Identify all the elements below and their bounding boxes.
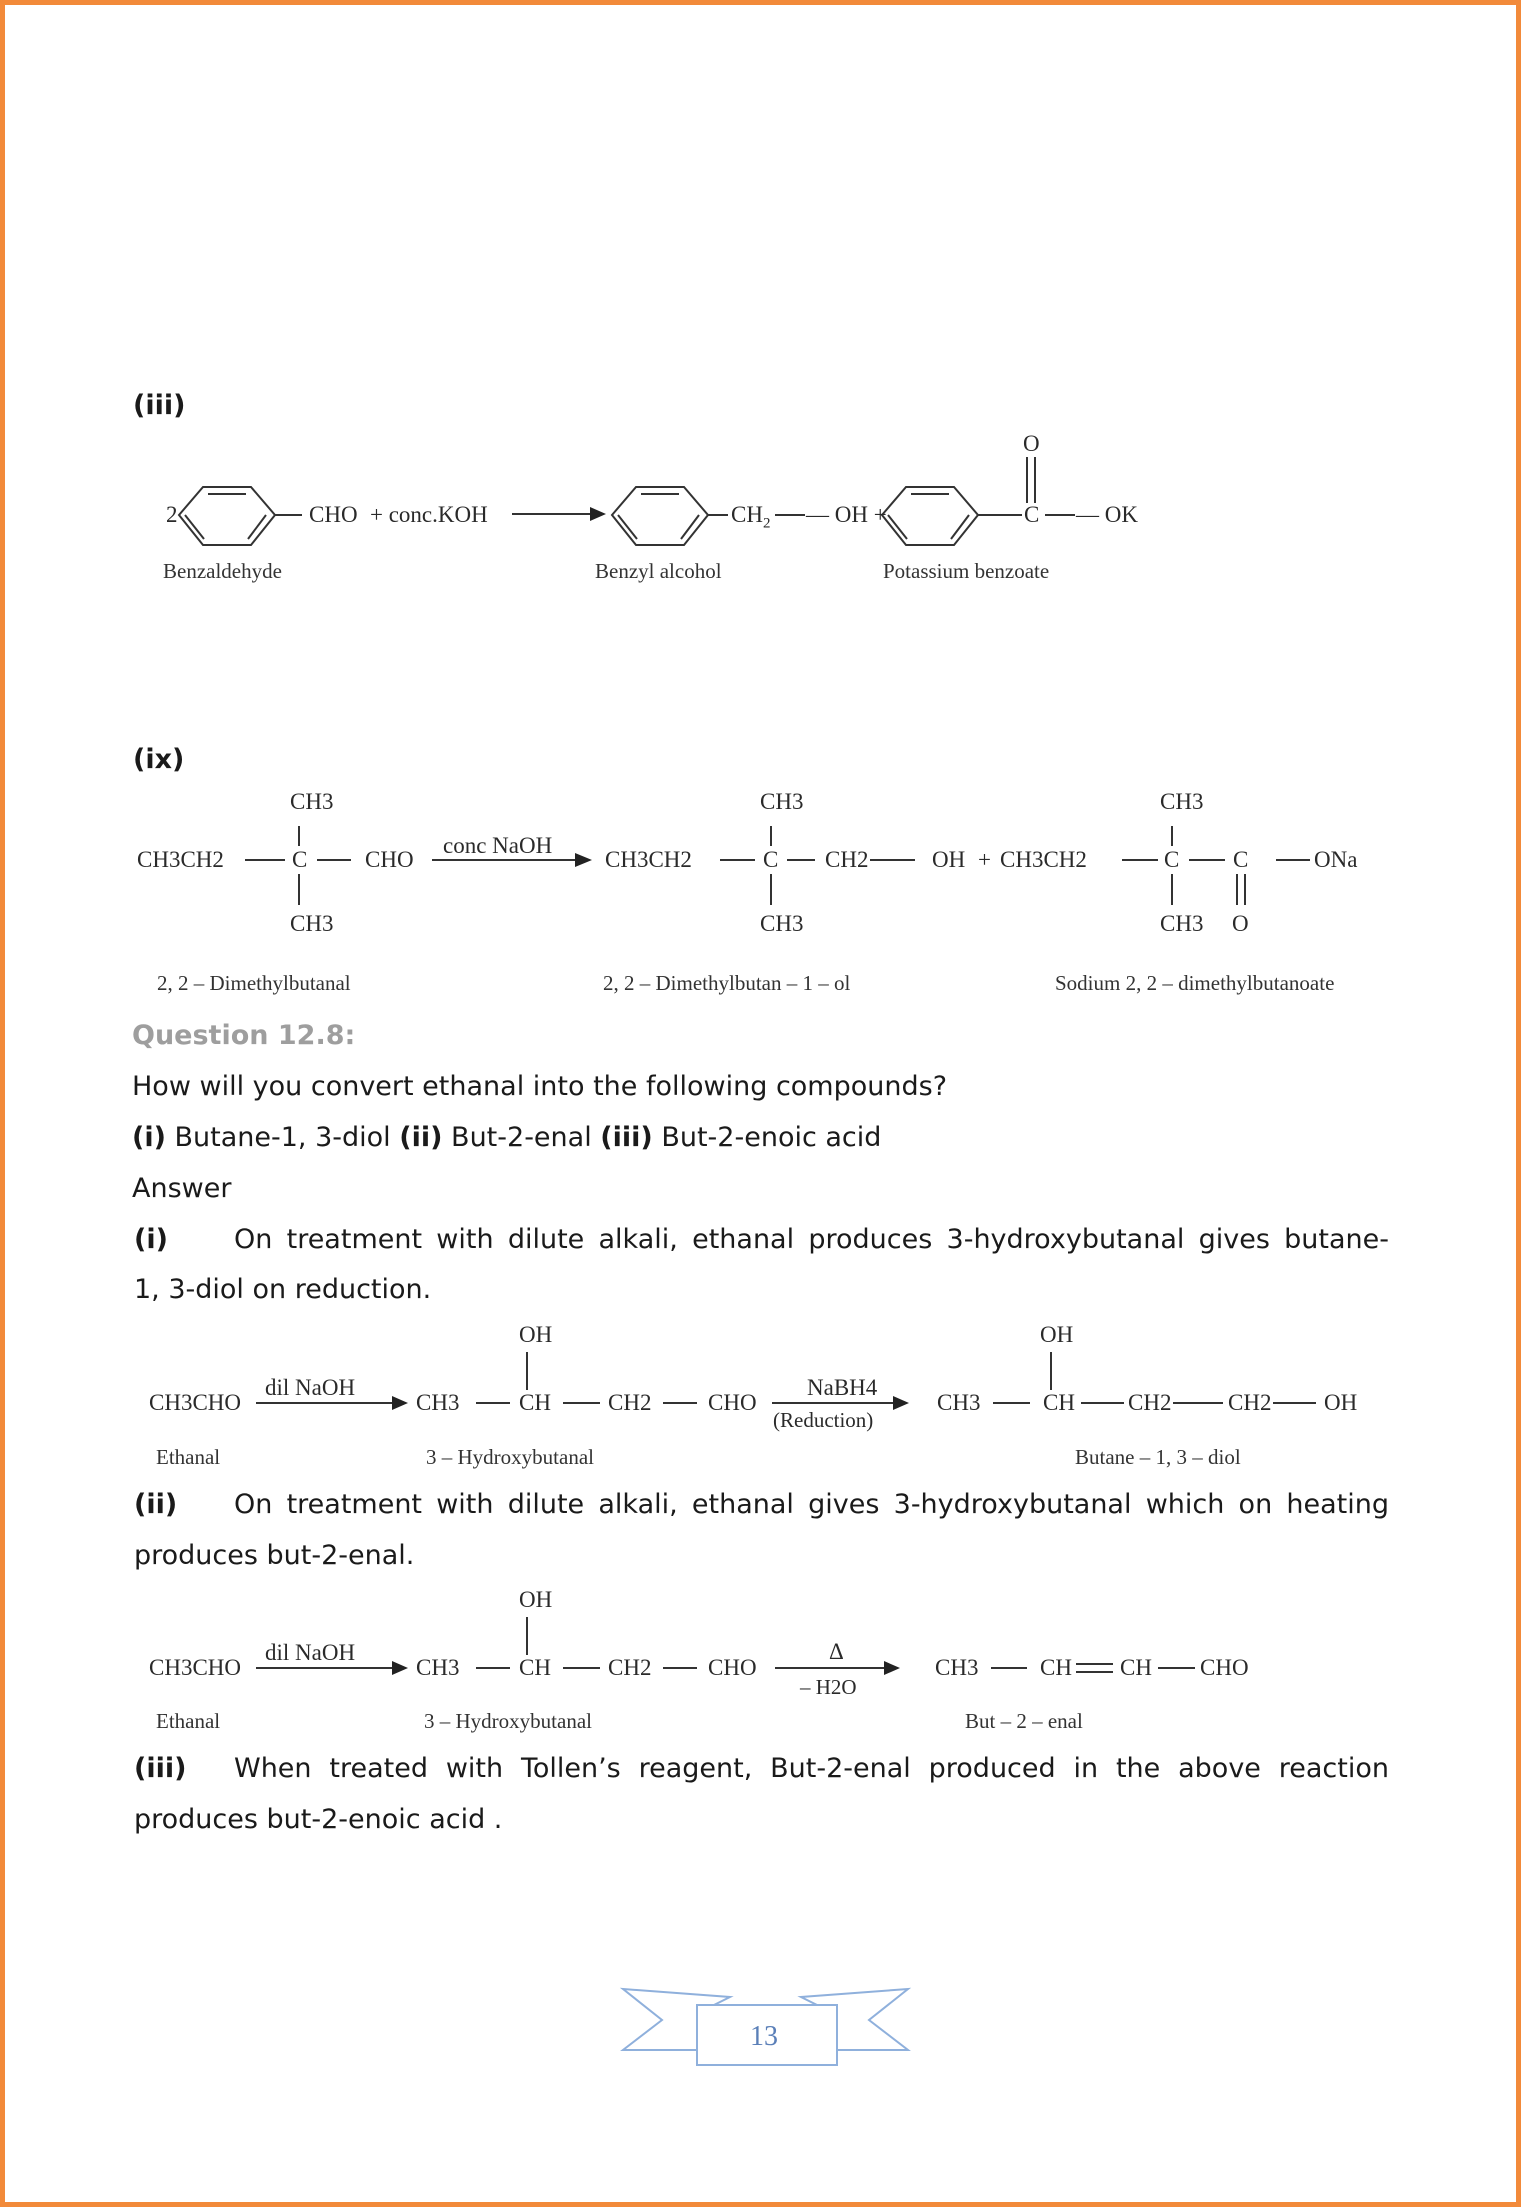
r3-prod-4: OH xyxy=(1324,1390,1358,1415)
r4-int-1: CH xyxy=(519,1655,551,1680)
r3-prod-0: CH3 xyxy=(937,1390,981,1415)
r4-int-3: CHO xyxy=(708,1655,757,1680)
part-num: (i) xyxy=(132,1122,166,1153)
part-num: (iii) xyxy=(600,1122,653,1153)
label-benzaldehyde: Benzaldehyde xyxy=(163,559,282,583)
page-number: 13 xyxy=(750,2021,778,2052)
r3-label-butanediol: Butane – 1, 3 – diol xyxy=(1075,1445,1241,1469)
answer-label: Answer xyxy=(132,1173,232,1204)
r4-prod-3: CHO xyxy=(1200,1655,1249,1680)
r-left: CH3CH2 xyxy=(137,847,224,872)
arrow-reagent-conc-naoh: conc NaOH xyxy=(443,833,553,858)
label-sodium-dimethylbutanoate: Sodium 2, 2 – dimethylbutanoate xyxy=(1055,971,1335,995)
p2-top-ch3: CH3 xyxy=(1160,789,1204,814)
product1-tail: — OH + xyxy=(806,502,887,527)
r4-int-0: CH3 xyxy=(416,1655,460,1680)
r3-prod-2: CH2 xyxy=(1128,1390,1172,1415)
r4-reactant: CH3CHO xyxy=(149,1655,242,1680)
r-center: C xyxy=(292,847,308,872)
r3-prod-3: CH2 xyxy=(1228,1390,1272,1415)
r4-int-2: CH2 xyxy=(608,1655,652,1680)
r3-prod-1: CH xyxy=(1043,1390,1075,1415)
label-benzyl-alcohol: Benzyl alcohol xyxy=(595,559,722,583)
p1-left: CH3CH2 xyxy=(605,847,692,872)
r4-arrow2-bottom: – H2O xyxy=(800,1675,857,1699)
r3-int-2: CH2 xyxy=(608,1390,652,1415)
answer-i-line2: 1, 3-diol on reduction. xyxy=(134,1274,432,1305)
r3-label-ethanal: Ethanal xyxy=(156,1445,221,1469)
label-dimethylbutanol: 2, 2 – Dimethylbutan – 1 – ol xyxy=(603,971,851,995)
label-dimethylbutanal: 2, 2 – Dimethylbutanal xyxy=(157,971,351,995)
r3-arrow2-top: NaBH4 xyxy=(807,1375,878,1400)
r4-prod-0: CH3 xyxy=(935,1655,979,1680)
carbonyl-oxygen: O xyxy=(1023,431,1040,456)
r4-prod-2: CH xyxy=(1120,1655,1152,1680)
part-text: Butane-1, 3-diol xyxy=(165,1122,400,1153)
answer-iii-line2: produces but-2-enoic acid . xyxy=(134,1804,503,1835)
section-label-iii: (iii) xyxy=(133,390,186,421)
r3-int-3: CHO xyxy=(708,1390,757,1415)
p1-right1: CH2 xyxy=(825,847,869,872)
label-potassium-benzoate: Potassium benzoate xyxy=(883,559,1050,583)
p2-right: ONa xyxy=(1314,847,1358,872)
p1-center: C xyxy=(763,847,779,872)
answer-iii-line1: When treated with Tollen’s reagent, But-2-enal produced in the above reaction xyxy=(234,1753,1389,1784)
answer-ii-num: (ii) xyxy=(134,1489,178,1520)
part-text: But-2-enoic acid xyxy=(652,1122,882,1153)
r4-label-butenal: But – 2 – enal xyxy=(965,1709,1083,1733)
reactant-group: CHO xyxy=(309,502,358,527)
r3-arrow2-bottom: (Reduction) xyxy=(773,1408,874,1432)
question-title: Question 12.8: xyxy=(132,1020,356,1051)
r3-int-0: CH3 xyxy=(416,1390,460,1415)
product1-group: $CH_2$ xyxy=(731,502,771,532)
r-bottom-ch3: CH3 xyxy=(290,911,334,936)
carbonyl-carbon: C xyxy=(1024,502,1040,527)
p2-bottom-ch3: CH3 xyxy=(1160,911,1204,936)
part-text: But-2-enal xyxy=(442,1122,601,1153)
p1-bottom-ch3: CH3 xyxy=(760,911,804,936)
r-right: CHO xyxy=(365,847,414,872)
p2-left: CH3CH2 xyxy=(1000,847,1087,872)
r4-label-hydroxybutanal: 3 – Hydroxybutanal xyxy=(424,1709,592,1733)
product2-tail: — OK xyxy=(1076,502,1138,527)
r3-product-oh: OH xyxy=(1040,1322,1074,1347)
r4-arrow2-top-delta: Δ xyxy=(829,1639,844,1664)
r3-intermediate-oh: OH xyxy=(519,1322,553,1347)
question-parts xyxy=(132,1124,881,1151)
answer-i-num: (i) xyxy=(134,1224,168,1255)
answer-iii-num: (iii) xyxy=(134,1753,187,1784)
r3-arrow1-label: dil NaOH xyxy=(265,1375,356,1400)
p1-top-ch3: CH3 xyxy=(760,789,804,814)
r-top-ch3: CH3 xyxy=(290,789,334,814)
p2-carbonyl-c: C xyxy=(1233,847,1249,872)
r4-label-ethanal: Ethanal xyxy=(156,1709,221,1733)
r4-arrow1-label: dil NaOH xyxy=(265,1640,356,1665)
answer-i-line1: On treatment with dilute alkali, ethanal produces 3-hydroxybutanal gives butane- xyxy=(234,1224,1389,1255)
p2-center: C xyxy=(1164,847,1180,872)
section-label-ix: (ix) xyxy=(133,744,185,775)
answer-ii-line1: On treatment with dilute alkali, ethanal gives 3-hydroxybutanal which on heating xyxy=(234,1489,1389,1520)
part-num: (ii) xyxy=(399,1122,443,1153)
p1-right2: OH xyxy=(932,847,966,872)
r3-reactant: CH3CHO xyxy=(149,1390,242,1415)
coefficient: 2 xyxy=(166,502,178,527)
r4-intermediate-oh: OH xyxy=(519,1587,553,1612)
r4-prod-1: CH xyxy=(1040,1655,1072,1680)
r3-int-1: CH xyxy=(519,1390,551,1415)
plus-sign: + xyxy=(978,847,991,872)
p2-carbonyl-o: O xyxy=(1232,911,1249,936)
r3-label-hydroxybutanal: 3 – Hydroxybutanal xyxy=(426,1445,594,1469)
answer-ii-line2: produces but-2-enal. xyxy=(134,1540,415,1571)
reagent: + conc.KOH xyxy=(370,502,488,527)
question-prompt: How will you convert ethanal into the following compounds? xyxy=(132,1071,948,1102)
